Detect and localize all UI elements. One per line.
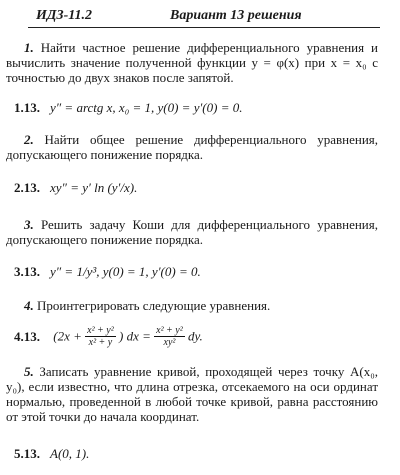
task-4-number: 4. [24,298,34,313]
problem-3-13-equation: y″ = 1/y³, y(0) = 1, y′(0) = 0. [50,264,201,279]
problem-4-13-tail: dy. [188,328,203,344]
task-3-text: Решить задачу Коши для дифференциального уравнения, допускающего понижение порядка. [6,217,378,247]
task-1-text: Найти частное решение дифференциального уравнения и вычислить значение полученной функции y = φ(x) при x = x₀ с точностью до двух знаков после запятой. [6,40,378,85]
task-1-number: 1. [24,40,34,55]
fraction-2-denominator: xy² [163,337,176,348]
task-3-statement [6,217,378,247]
assignment-code: ИДЗ-11.2 [36,8,92,23]
problem-2-13-number: 2.13. [14,180,40,195]
problem-5-13-number: 5.13. [14,446,40,461]
task-4-statement [6,298,378,313]
task-2-number: 2. [24,132,34,147]
problem-3-13-number: 3.13. [14,264,40,279]
page-header [0,8,400,28]
variant-title: Вариант 13 решения [170,8,302,23]
problem-1-13-equation: y″ = arctg x, x₀ = 1, y(0) = y′(0) = 0. [50,100,243,115]
task-4-text: Проинтегрировать следующие уравнения. [37,298,271,313]
problem-3-13 [14,264,201,280]
problem-5-13-value: A(0, 1). [50,446,90,461]
fraction-1-denominator: x² + y [88,337,113,348]
problem-2-13 [14,180,137,196]
problem-4-13-fraction-1 [85,325,116,348]
problem-1-13-number: 1.13. [14,100,40,115]
problem-4-13-mid: ) dx = [119,328,151,344]
task-2-text: Найти общее решение дифференциального уравнения, допускающего понижение порядка. [6,132,379,162]
problem-4-13 [14,325,203,355]
task-1-statement [6,40,378,85]
task-5-text: Записать уравнение кривой, проходящей через точку A(x₀, y₀), если известно, что длина отрезка, отсекаемого на оси ординат нормалью, проведенной в любой точке кривой, равна расстоянию от этой точки до начала координат. [6,364,378,424]
problem-4-13-fraction-2 [154,325,185,348]
fraction-2-numerator: x² + y² [156,325,183,336]
problem-4-13-number: 4.13. [14,328,40,344]
fraction-1-numerator: x² + y² [87,325,114,336]
header-rule [28,27,380,28]
problem-5-13 [14,446,89,462]
task-3-number: 3. [24,217,34,232]
task-2-statement [6,132,378,162]
task-5-statement [6,364,378,424]
task-5-number: 5. [24,364,34,379]
problem-4-13-lead: (2x + [53,328,82,344]
problem-2-13-equation: xy″ = y′ ln (y′/x). [50,180,138,195]
problem-1-13 [14,100,243,116]
